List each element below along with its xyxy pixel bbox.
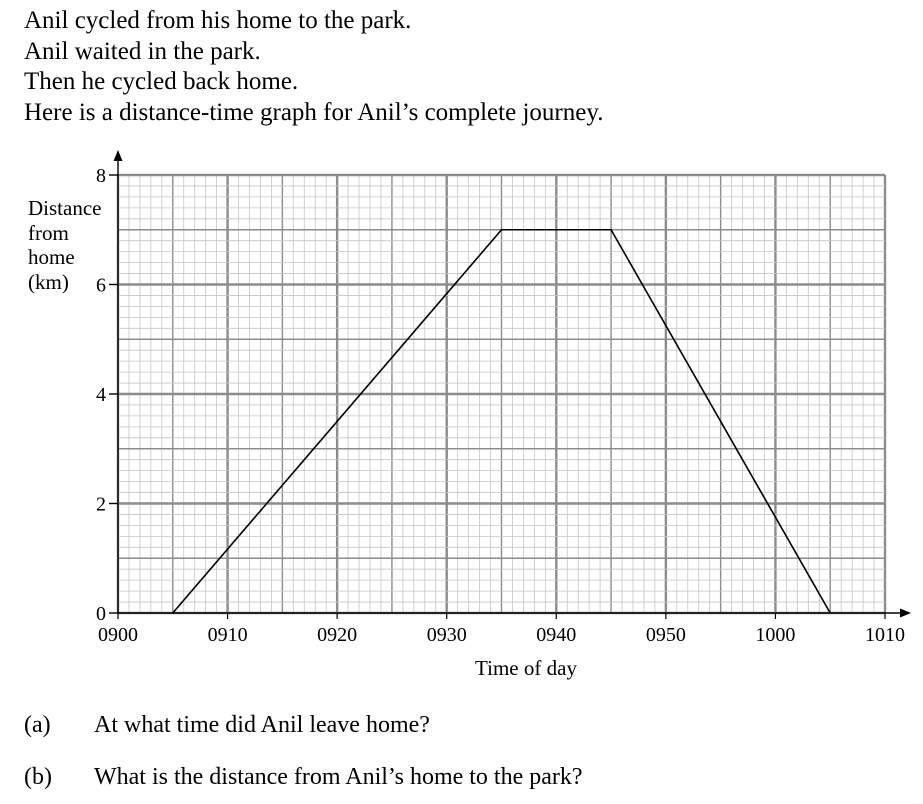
question-b-text: What is the distance from Anil’s home to the park? <box>94 764 583 790</box>
question-a-text: At what time did Anil leave home? <box>94 712 430 738</box>
x-axis-label: Time of day <box>475 656 577 680</box>
question-b <box>24 764 583 791</box>
y-axis-arrow <box>114 150 123 161</box>
x-tick-label: 1000 <box>755 624 796 646</box>
x-tick-label: 0930 <box>426 624 467 646</box>
y-tick-label: 6 <box>96 274 106 297</box>
question-b-label: (b) <box>24 764 52 790</box>
chart-grid <box>118 175 885 613</box>
x-tick-label: 0920 <box>317 624 358 646</box>
question-a-label: (a) <box>24 712 51 738</box>
y-tick-label: 4 <box>96 384 106 406</box>
x-tick-label: 0950 <box>645 624 686 646</box>
y-tick-label: 2 <box>96 493 106 516</box>
intro-line-2: Anil waited in the park. <box>24 37 261 65</box>
intro-line-3: Then he cycled back home. <box>24 68 299 95</box>
x-axis-arrow <box>900 609 911 618</box>
x-tick-label: 1010 <box>865 624 905 646</box>
y-axis-label-line-2: from <box>28 221 69 245</box>
y-axis-label <box>28 196 101 294</box>
y-axis-label-line-1: Distance <box>28 196 102 220</box>
intro-line-4: Here is a distance-time graph for Anil’s complete journey. <box>24 98 604 126</box>
question-a <box>24 712 430 739</box>
x-tick-label: 0940 <box>536 624 577 646</box>
intro-line-1: Anil cycled from his home to the park. <box>24 7 412 34</box>
x-tick-label: 0900 <box>98 624 138 646</box>
y-axis-label-line-4: (km) <box>28 270 69 294</box>
x-tick-label: 0910 <box>207 624 248 646</box>
y-axis-label-line-3: home <box>28 245 75 269</box>
y-tick-label: 0 <box>96 603 106 625</box>
y-tick-label: 8 <box>96 165 106 187</box>
chart-ticks <box>96 165 905 646</box>
